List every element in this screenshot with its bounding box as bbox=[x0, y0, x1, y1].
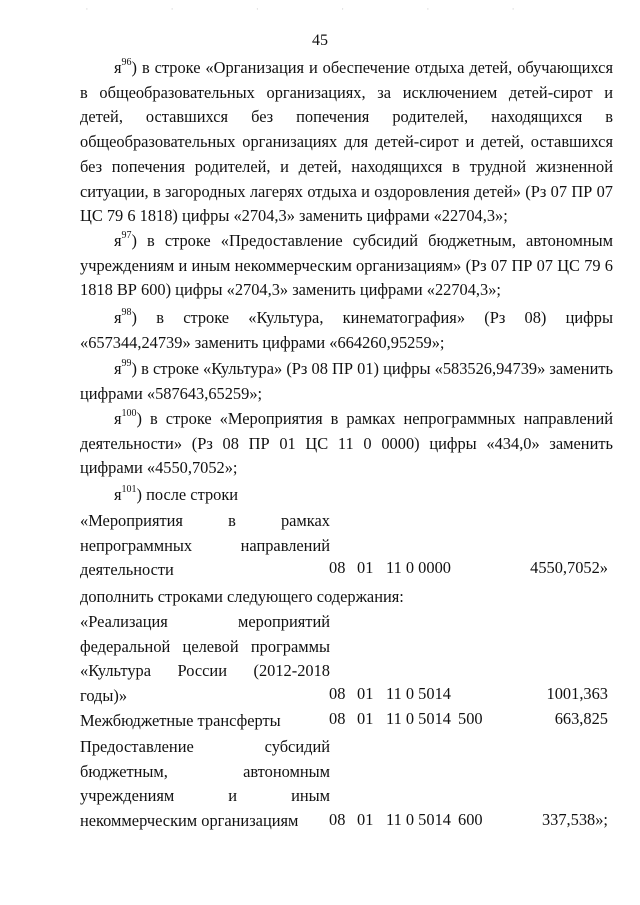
row-rz: 08 bbox=[329, 558, 346, 577]
row-name: Межбюджетные трансферты bbox=[80, 711, 281, 730]
paragraph-superscript: 98 bbox=[121, 306, 132, 318]
row-pr: 01 bbox=[357, 558, 374, 577]
paragraph-marker: я bbox=[114, 308, 122, 327]
paragraph-marker: я bbox=[114, 58, 122, 77]
paragraph-superscript: 101 bbox=[121, 483, 137, 495]
paragraph-99 bbox=[80, 357, 613, 406]
row-amount: 4550,7052» bbox=[530, 558, 608, 577]
row-cs: 11 0 5014 bbox=[386, 709, 451, 728]
scan-artifact-dots: · · · · · · bbox=[85, 4, 555, 14]
row-name: Предоставление субсидий бюджетным, автономным учреждениям и иным некоммерческим организациям bbox=[80, 737, 330, 831]
paragraph-text: ) после строки bbox=[136, 485, 239, 504]
supplement-sentence: дополнить строками следующего содержания: bbox=[80, 587, 404, 606]
paragraph-100 bbox=[80, 407, 613, 481]
row-cs: 11 0 5014 bbox=[386, 684, 451, 703]
row-name: «Мероприятия в рамках непрограммных направлений деятельности bbox=[80, 511, 330, 580]
row-vr: 500 bbox=[458, 709, 483, 728]
row-rz: 08 bbox=[329, 684, 346, 703]
row-amount: 1001,363 bbox=[546, 684, 608, 703]
paragraph-marker: я bbox=[114, 485, 122, 504]
row-rz: 08 bbox=[329, 709, 346, 728]
row-vr: 600 bbox=[458, 810, 483, 829]
paragraph-text: ) в строке «Предоставление субсидий бюджетным, автономным учреждениям и иным некоммерческим организациям» (Рз 07 ПР 07 ЦС 79 6 1818 ВР 600) цифры «2704,3» заменить цифрами «22704,3»; bbox=[80, 231, 613, 300]
row-pr: 01 bbox=[357, 709, 374, 728]
paragraph-marker: я bbox=[114, 359, 122, 378]
row-pr: 01 bbox=[357, 684, 374, 703]
row-cs: 11 0 5014 bbox=[386, 810, 451, 829]
row-rz: 08 bbox=[329, 810, 346, 829]
paragraph-text: ) в строке «Мероприятия в рамках непрограммных направлений деятельности» (Рз 08 ПР 01 ЦС 11 0 0000) цифры «434,0» заменить цифрами «4550,7052»; bbox=[80, 409, 613, 478]
paragraph-text: ) в строке «Культура» (Рз 08 ПР 01) цифры «583526,94739» заменить цифрами «587643,65259»; bbox=[80, 359, 613, 403]
paragraph-98 bbox=[80, 306, 613, 355]
paragraph-text: ) в строке «Организация и обеспечение отдыха детей, обучающихся в общеобразовательных организациях, за исключением детей-сирот и детей, оставшихся без попечения родителей, находящихся в общеобразовательных организациях для детей-сирот и детей, оставшихся без попечения родителей, и детей, находящихся в трудной жизненной ситуации, в загородных лагерях отдыха и оздоровления детей» (Рз 07 ПР 07 ЦС 79 6 1818) цифры «2704,3» заменить цифрами «22704,3»; bbox=[80, 58, 613, 226]
row-pr: 01 bbox=[357, 810, 374, 829]
paragraph-superscript: 97 bbox=[121, 229, 132, 241]
paragraph-superscript: 100 bbox=[121, 407, 137, 419]
row-cs: 11 0 0000 bbox=[386, 558, 451, 577]
row-amount: 337,538»; bbox=[541, 810, 608, 829]
paragraph-marker: я bbox=[114, 231, 122, 250]
paragraph-superscript: 96 bbox=[121, 56, 132, 68]
paragraph-101-intro bbox=[114, 485, 238, 505]
paragraph-text: ) в строке «Культура, кинематография» (Рз 08) цифры «657344,24739» заменить цифрами «664260,95259»; bbox=[80, 308, 613, 352]
paragraph-superscript: 99 bbox=[121, 357, 132, 369]
paragraph-97 bbox=[80, 229, 613, 303]
paragraph-96 bbox=[80, 56, 613, 229]
page-number: 45 bbox=[312, 32, 328, 49]
row-amount: 663,825 bbox=[554, 709, 608, 728]
paragraph-marker: я bbox=[114, 409, 122, 428]
row-name: «Реализация мероприятий федеральной целевой программы «Культура России (2012-2018 годы)» bbox=[80, 612, 330, 706]
